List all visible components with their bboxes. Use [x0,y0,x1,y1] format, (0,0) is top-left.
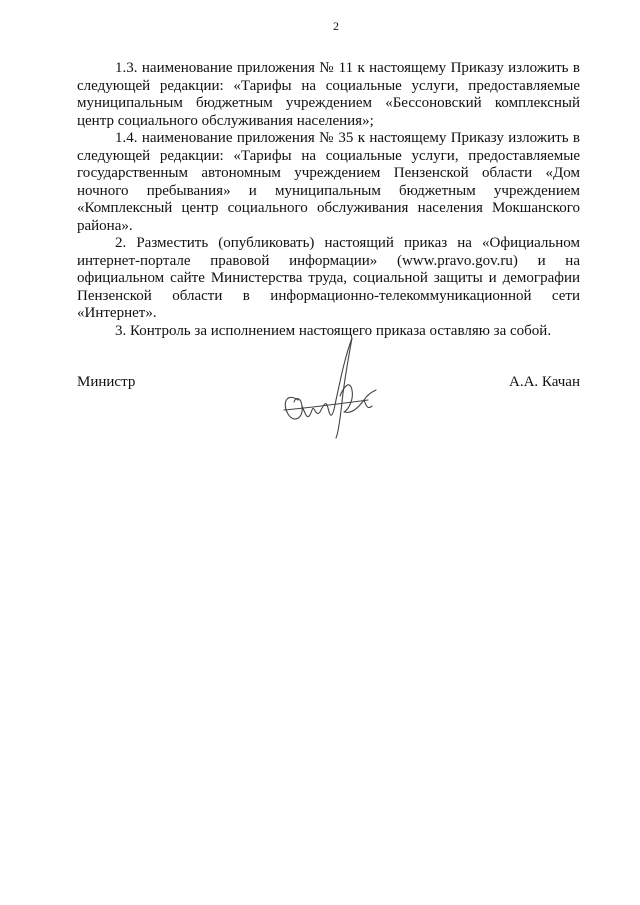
paragraph-1-4: 1.4. наименование приложения № 35 к настоящему Приказу изложить в следующей редакции: «Тарифы на социальные услуги, предоставляемые государственным автономным учреждением Пензенской области «Дом ночного пребывания» и муниципальным бюджетным учреждением «Комплексный центр социального обслуживания населения Мокшанского района». [77,130,580,234]
document-body [77,60,580,340]
signatory-name: А.А. Качан [508,374,580,390]
paragraph-2: 2. Разместить (опубликовать) настоящий приказ на «Официальном интернет-портале правовой информации» (www.pravo.gov.ru) и на официальном сайте Министерства труда, социальной защиты и демографии Пензенской области в информационно-телекоммуникационной сети «Интернет». [77,235,580,321]
page-number: 2 [333,19,339,33]
signatory-title: Министр [77,374,136,390]
paragraph-3: 3. Контроль за исполнением настоящего приказа оставляю за собой. [115,322,552,339]
paragraph-1-3: 1.3. наименование приложения № 11 к настоящему Приказу изложить в следующей редакции: «Тарифы на социальные услуги, предоставляемые муниципальным бюджетным учреждением «Бессоновский комплексный центр социального обслуживания населения»; [77,60,580,129]
handwritten-signature [268,330,388,440]
